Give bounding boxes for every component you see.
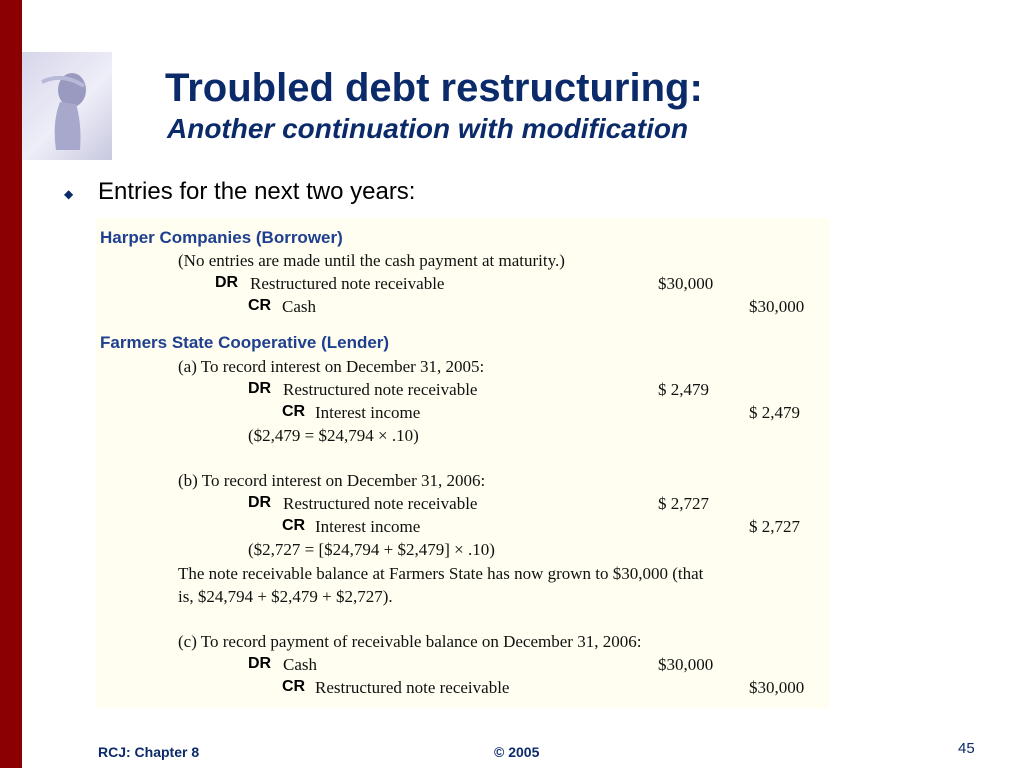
cr-label: CR (248, 297, 272, 314)
diamond-bullet-icon: ◆ (64, 187, 74, 201)
left-accent-bar (0, 0, 22, 768)
dr-label: DR (248, 655, 272, 672)
footer-chapter: RCJ: Chapter 8 (98, 744, 200, 760)
dr-label: DR (248, 380, 272, 397)
entry-b-summary-line1: The note receivable balance at Farmers State has now grown to $30,000 (that (178, 564, 704, 583)
entry-b-cr-amount: $ 2,727 (749, 517, 800, 536)
borrower-heading: Harper Companies (Borrower) (100, 228, 343, 247)
entry-b-cr-account: Interest income (315, 517, 421, 536)
borrower-dr-account: Restructured note receivable (250, 274, 445, 293)
entry-b-calc: ($2,727 = [$24,794 + $2,479] × .10) (248, 540, 495, 559)
entry-b-dr-account: Restructured note receivable (283, 494, 478, 513)
lender-heading: Farmers State Cooperative (Lender) (100, 333, 390, 352)
entry-c-caption: (c) To record payment of receivable balance on December 31, 2006: (178, 632, 642, 651)
slide-subtitle: Another continuation with modification (167, 113, 689, 144)
entry-a-caption: (a) To record interest on December 31, 2005: (178, 357, 485, 376)
dr-label: DR (215, 274, 239, 291)
entry-c-cr-account: Restructured note receivable (315, 678, 510, 697)
entry-b-dr-amount: $ 2,727 (658, 494, 709, 513)
cr-label: CR (282, 403, 306, 420)
bullet-text: Entries for the next two years: (98, 178, 416, 205)
silhouette-logo-image (22, 52, 112, 160)
cr-label: CR (282, 678, 306, 695)
entry-b-summary-line2: is, $24,794 + $2,479 + $2,727). (178, 587, 393, 606)
footer-copyright: © 2005 (494, 744, 540, 760)
entry-a-cr-amount: $ 2,479 (749, 403, 800, 422)
entry-a-dr-account: Restructured note receivable (283, 380, 478, 399)
borrower-cr-account: Cash (282, 297, 316, 316)
entry-a-cr-account: Interest income (315, 403, 421, 422)
entry-a-calc: ($2,479 = $24,794 × .10) (248, 426, 419, 445)
entry-b-caption: (b) To record interest on December 31, 2006: (178, 471, 486, 490)
entry-c-dr-amount: $30,000 (658, 655, 714, 674)
cr-label: CR (282, 517, 306, 534)
entry-c-dr-account: Cash (283, 655, 317, 674)
silhouette-icon (22, 52, 112, 160)
page-number: 45 (958, 740, 975, 757)
journal-entries-panel (96, 218, 829, 708)
borrower-dr-amount: $30,000 (658, 274, 714, 293)
entry-c-cr-amount: $30,000 (749, 678, 805, 697)
borrower-cr-amount: $30,000 (749, 297, 805, 316)
slide-title: Troubled debt restructuring: (165, 66, 703, 110)
dr-label: DR (248, 494, 272, 511)
borrower-note: (No entries are made until the cash payment at maturity.) (178, 251, 565, 270)
entry-a-dr-amount: $ 2,479 (658, 380, 709, 399)
